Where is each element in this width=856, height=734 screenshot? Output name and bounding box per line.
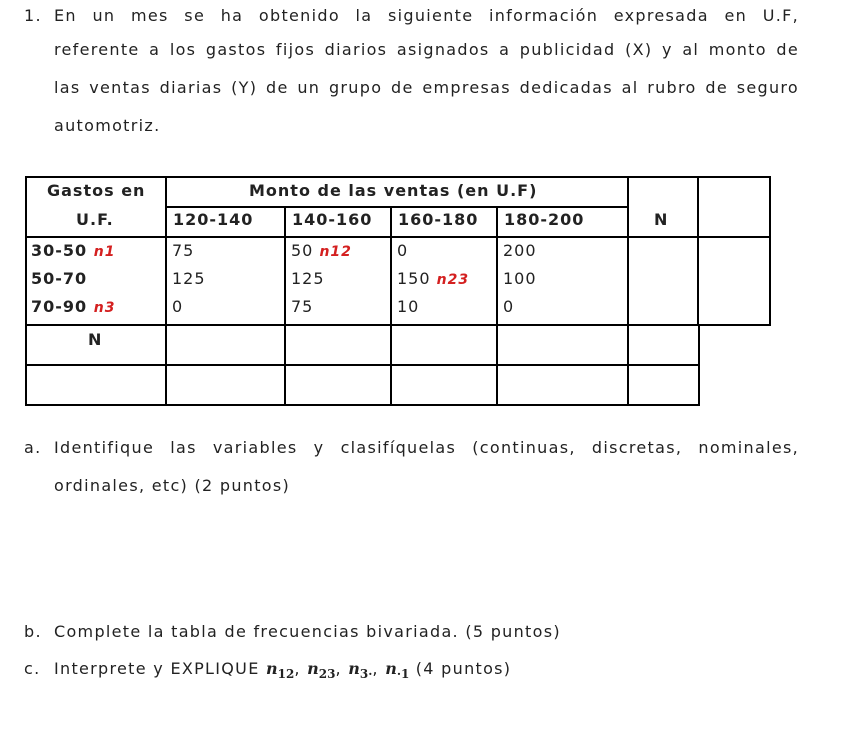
- item-b-text: Complete la tabla de frecuencias bivariada. (5 puntos): [54, 622, 561, 641]
- item-a-line-2: ordinales, etc) (2 puntos): [54, 476, 291, 495]
- math-ndot1: $n_{\cdot 1}$: [385, 659, 410, 682]
- table-cell: 100: [503, 269, 537, 288]
- question-line-2: referente a los gastos fijos diarios asignados a publicidad (X) y al monto de: [54, 40, 799, 59]
- item-a-line-1: Identifique las variables y clasifíquelas (continuas, discretas, nominales,: [54, 438, 799, 457]
- header-uf: U.F.: [76, 210, 114, 229]
- row-tag: n1: [93, 244, 116, 260]
- item-a-letter: a.: [24, 438, 42, 457]
- table-cell: 50 n12: [291, 241, 352, 260]
- total-row-label: N: [88, 330, 103, 349]
- column-header: 140-160: [292, 210, 373, 229]
- column-header: 180-200: [504, 210, 585, 229]
- question-line-3: las ventas diarias (Y) de un grupo de empresas dedicadas al rubro de seguro: [54, 78, 799, 97]
- cell-tag: n12: [319, 244, 352, 260]
- question-line-4: automotriz.: [54, 116, 161, 135]
- question-number: 1.: [24, 6, 42, 25]
- math-n12: $n_{12}$: [266, 659, 295, 682]
- column-header: 160-180: [398, 210, 479, 229]
- row-label: 30-50 n1: [31, 241, 116, 260]
- table-cell: 10: [397, 297, 420, 316]
- table-cell: 0: [503, 297, 515, 316]
- question-line-1: En un mes se ha obtenido la siguiente información expresada en U.F,: [54, 6, 799, 25]
- row-tag: n3: [93, 300, 116, 316]
- header-gastos: Gastos en: [47, 181, 146, 200]
- item-c-text: Interprete y EXPLIQUE $n_{12}$, $n_{23}$, $n_{3\cdot}$, $n_{\cdot 1}$ (4 puntos): [54, 659, 512, 682]
- row-label: 50-70: [31, 269, 88, 288]
- header-n: N: [654, 210, 669, 229]
- table-cell: 150 n23: [397, 269, 470, 288]
- table-cell: 0: [397, 241, 409, 260]
- table-cell: 200: [503, 241, 537, 260]
- column-header: 120-140: [173, 210, 254, 229]
- table-cell: 125: [172, 269, 206, 288]
- table-cell: 75: [291, 297, 314, 316]
- item-b-letter: b.: [24, 622, 42, 641]
- header-monto: Monto de las ventas (en U.F): [249, 181, 538, 200]
- row-label: 70-90 n3: [31, 297, 116, 316]
- item-c-letter: c.: [24, 659, 41, 678]
- table-cell: 75: [172, 241, 195, 260]
- math-n3dot: $n_{3\cdot}$: [348, 659, 373, 682]
- cell-tag: n23: [436, 272, 470, 288]
- table-cell: 0: [172, 297, 184, 316]
- math-n23: $n_{23}$: [307, 659, 336, 682]
- table-cell: 125: [291, 269, 325, 288]
